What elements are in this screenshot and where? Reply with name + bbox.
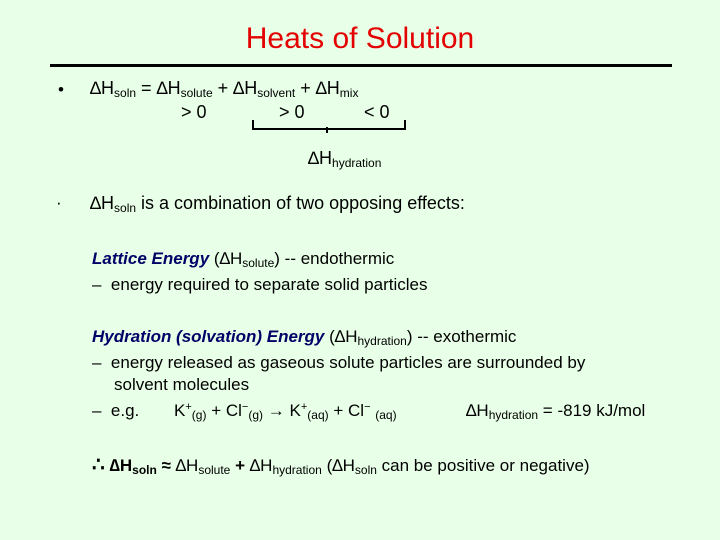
hydration-detail-1 xyxy=(92,353,585,373)
hydration-detail-2: solvent molecules xyxy=(114,375,250,394)
dash: – xyxy=(92,401,102,420)
delta-symbol: ∆ xyxy=(233,78,245,98)
delta-symbol: ∆ xyxy=(156,78,168,98)
enthalpy-equation xyxy=(90,78,358,100)
delta-symbol: ∆ xyxy=(175,456,187,475)
solute-subscript: solute xyxy=(242,256,275,270)
plus-sign: + xyxy=(333,401,344,420)
mix-sign-label: < 0 xyxy=(364,102,390,122)
solute-sign-label: > 0 xyxy=(181,102,207,122)
h-symbol: H xyxy=(244,78,258,98)
delta-symbol: ∆ xyxy=(90,193,102,213)
page-title: Heats of Solution xyxy=(245,22,475,55)
hydration-brace xyxy=(252,120,406,130)
h-symbol: H xyxy=(342,456,355,475)
hydration-energy-heading xyxy=(92,327,516,348)
h-symbol: H xyxy=(260,456,273,475)
lattice-type: ) -- endothermic xyxy=(274,249,395,268)
h-symbol: H xyxy=(119,456,133,475)
equals-sign: = xyxy=(141,78,152,98)
hydration-subscript: hydration xyxy=(272,463,322,477)
solute-subscript: solute xyxy=(180,86,213,100)
lattice-energy-detail xyxy=(92,275,428,295)
solute-subscript: solute xyxy=(198,463,231,477)
bullet-2-text xyxy=(90,193,465,215)
plus-charge: + xyxy=(300,401,308,413)
h-symbol: H xyxy=(476,401,489,420)
h-symbol: H xyxy=(326,78,340,98)
delta-symbol: ∆ xyxy=(249,456,261,475)
bullet-2-description: is a combination of two opposing effects: xyxy=(141,193,465,213)
h-symbol: H xyxy=(319,148,333,168)
bullet-1-marker: • xyxy=(58,80,64,99)
soln-subscript: soln xyxy=(114,86,137,100)
dash: – xyxy=(92,353,102,372)
delta-symbol: ∆ xyxy=(109,456,120,475)
soln-subscript: soln xyxy=(114,201,137,215)
h-symbol: H xyxy=(186,456,199,475)
conclusion-note: can be positive or negative) xyxy=(381,456,590,475)
hydration-label xyxy=(308,148,381,170)
dash: – xyxy=(92,275,102,294)
hydration-energy-label: Hydration (solvation) Energy xyxy=(92,327,325,346)
gas-subscript: (g) xyxy=(248,408,264,422)
conclusion-line xyxy=(92,452,590,477)
chloride-symbol: Cl xyxy=(225,401,242,420)
hydration-detail-text-1: energy released as gaseous solute particles are surrounded by xyxy=(110,353,586,372)
lattice-energy-heading xyxy=(92,249,394,270)
delta-symbol: ∆ xyxy=(315,78,327,98)
hydration-type: ) -- exothermic xyxy=(406,327,517,346)
plus-charge: + xyxy=(185,401,192,413)
delta-symbol: ∆ xyxy=(219,249,230,268)
solvent-subscript: solvent xyxy=(257,86,296,100)
lattice-energy-label: Lattice Energy xyxy=(92,249,210,268)
aqueous-subscript: (aq) xyxy=(375,408,397,422)
potassium-symbol: K xyxy=(174,401,186,420)
hydration-subscript: hydration xyxy=(332,156,382,170)
delta-symbol: ∆ xyxy=(466,401,477,420)
minus-charge: − xyxy=(364,401,371,413)
approx-symbol: ≈ xyxy=(161,456,171,475)
hydration-subscript: hydration xyxy=(488,408,539,422)
plus-sign: + xyxy=(235,456,246,475)
title-divider xyxy=(50,64,672,67)
potassium-symbol: K xyxy=(289,401,301,420)
open-paren: ( xyxy=(213,249,220,268)
plus-sign: + xyxy=(300,78,311,98)
example-line xyxy=(92,401,139,421)
eg-label: e.g. xyxy=(110,401,140,420)
hydration-value xyxy=(466,401,645,422)
h-symbol: H xyxy=(167,78,181,98)
h-symbol: H xyxy=(345,327,358,346)
h-symbol: H xyxy=(101,193,115,213)
delta-symbol: ∆ xyxy=(308,148,320,168)
lattice-detail-text: energy required to separate solid particles xyxy=(110,275,428,294)
hydration-enthalpy-value: = -819 kJ/mol xyxy=(542,401,646,420)
delta-symbol: ∆ xyxy=(90,78,102,98)
soln-subscript: soln xyxy=(354,463,377,477)
bullet-2-marker: · xyxy=(56,193,62,212)
example-reaction xyxy=(174,401,397,422)
therefore-symbol: ∴ xyxy=(92,454,105,476)
plus-sign: + xyxy=(211,401,222,420)
h-symbol: H xyxy=(229,249,243,268)
minus-charge: − xyxy=(241,401,249,413)
chloride-symbol: Cl xyxy=(348,401,365,420)
open-paren: ( xyxy=(329,327,335,346)
mix-subscript: mix xyxy=(339,86,359,100)
h-symbol: H xyxy=(101,78,115,98)
delta-symbol: ∆ xyxy=(334,327,346,346)
hydration-brace-stem xyxy=(326,127,328,133)
reaction-arrow: → xyxy=(267,401,285,420)
gas-subscript: (g) xyxy=(191,408,207,422)
hydration-subscript: hydration xyxy=(357,334,407,348)
delta-symbol: ∆ xyxy=(332,456,343,475)
aqueous-subscript: (aq) xyxy=(307,408,329,422)
plus-sign: + xyxy=(217,78,229,98)
soln-subscript: soln xyxy=(132,463,157,477)
solvent-sign-label: > 0 xyxy=(279,102,305,122)
paren-open: ( xyxy=(326,456,333,475)
